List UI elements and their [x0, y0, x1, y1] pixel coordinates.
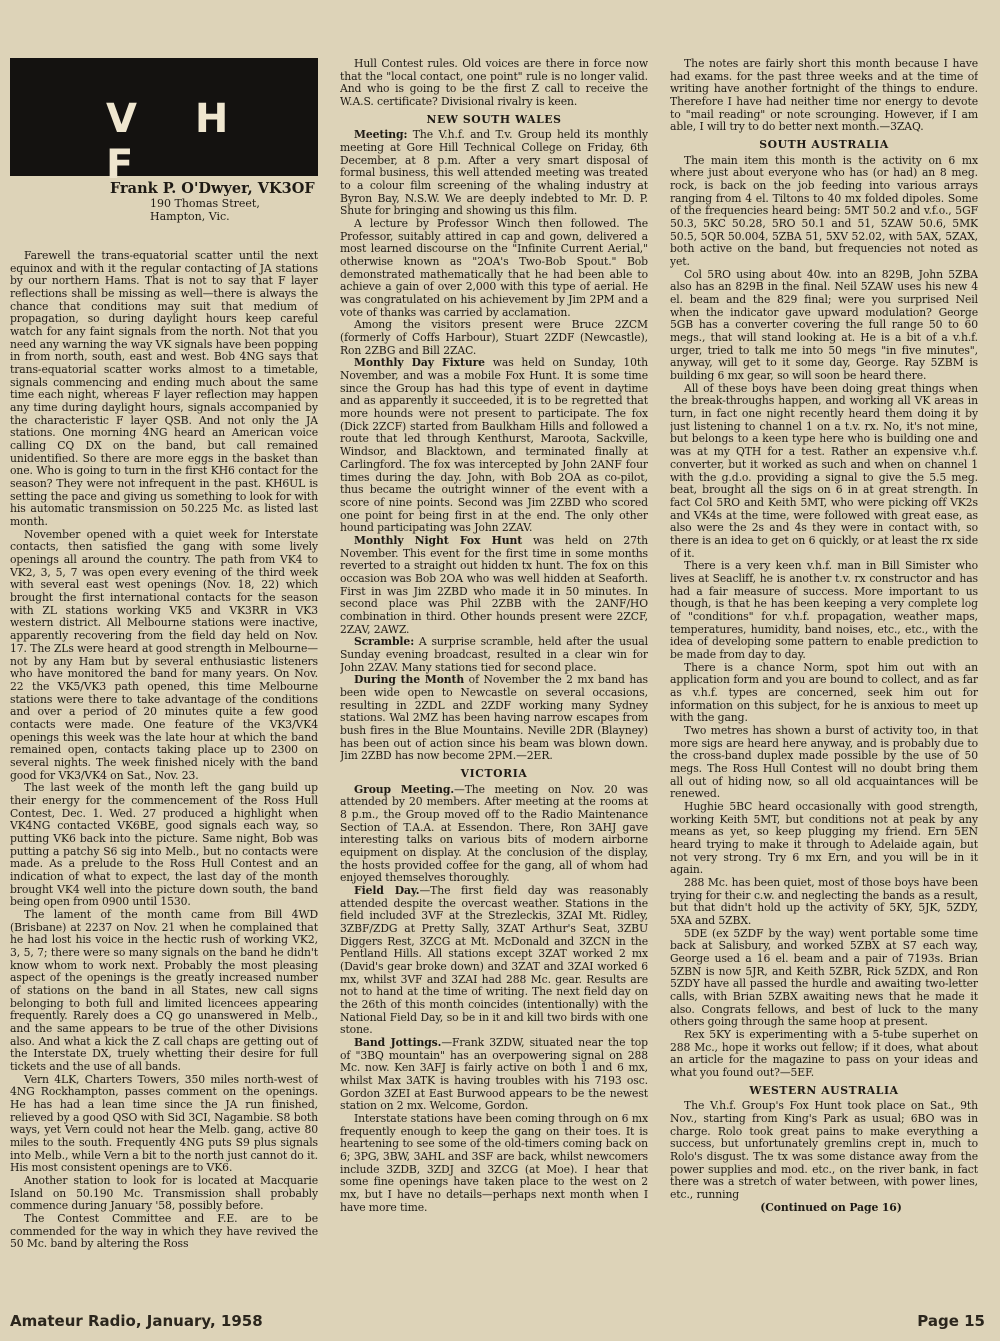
paragraph: Farewell the trans-equatorial scatter until the next equinox and with it the regular contacting of JA stations by our northern Hams. That is not to say that F layer reflections shall be missing as well—there is always the chance that conditions may suit that medium of propagation, so during daylight hours keep careful watch for any faint signals from the north. Not that you need any warning the way VK signals have been popping in from north, south, east and west. Bob 4NG says that trans-equatorial scatter works almost to a timetable, signals commencing and ending much about the same time each night, whereas F layer reflection may happen any time during daylight hours, signals accompanied by the characteristic F layer QSB. And not only the JA stations. One morning 4NG heard an American voice calling CQ DX on the band, but call remained unidentified. So there are more eggs in the basket than one. Who is going to turn in the first KH6 contact for the season? They were not infrequent in the past. KH6UL is setting the pace and giving us something to look for with his automatic transmission on 50.225 Mc. as listed last month. [10, 250, 318, 529]
paragraph: Vern 4LK, Charters Towers, 350 miles north-west of 4NG Rockhampton, passes comment on the openings. He has had a lean time since the JA run finished, relieved by a good QSO with Sid 3CI, Nagambie. S8 both ways, yet Vern could not hear the Melb. gang, active 80 miles to the south. Frequently 4NG puts S9 plus signals into Melb., while Vern a bit to the north just cannot do it. His most consistent openings are to VK6. [10, 1072, 318, 1175]
continued-note: (Continued on Page 16) [760, 1200, 902, 1214]
paragraph: The main item this month is the activity on 6 mx where just about everyone who has (or had) an 8 meg. rock, is back on the job feeding into various arrays ranging from 4 el. Tiltons to 40 mx folded dipoles. Some of the frequencies heard being: 5MT 50.2 and v.f.o., 5GF 50.3, 5KC 50.28, 5RO 50.1 and 51, 5ZAW 50.6, 5MK 50.5, 5QR 50.004, 5ZBA 51, 5XV 52.02, with 5AX, 5ZAX, both active on the band, but frequencies not noted as yet. [670, 153, 978, 269]
paragraph: Hughie 5BC heard occasionally with good strength, working Keith 5MT, but conditions not at peak by any means as yet, so keep plugging my friend. Ern 5EN heard trying to make it through to Adelaide again, but not very strong. Try 6 mx Ern, and you will be in it again. [670, 799, 978, 877]
paragraph: There is a chance Norm, spot him out with an application form and you are bound to collect, and as far as v.h.f. types are concerned, seek him out for information on this subject, for he is anxious to meet up with the gang. [670, 660, 978, 725]
paragraph: Col 5RO using about 40w. into an 829B, John 5ZBA also has an 829B in the final. Neil 5ZAW uses his new 4 el. beam and the 829 final; were you surprised Neil when the indicator gave upward modulation? George 5GB has a converter covering the full range 50 to 60 megs., that will stand looking at. He is a bit of a v.h.f. urger, tried to talk me into 50 megs "in five minutes", anyway, will get to it some day, George. Ray 5ZBM is building 6 mx gear, so will soon be heard there. [670, 267, 978, 383]
run-in-heading: Scramble: [354, 635, 415, 649]
paragraph-text: of November the 2 mx band has been wide open to Newcastle on several occasions, resulting in 2ZDL and 2ZDF working many Sydney stations. Wal 2MZ has been having narrow escapes from bush fires in the Blue Mountains. Neville 2DR (Blayney) has been out of action since his beam was blown down. Jim 2ZBD has now become 2PM.—2ER. [340, 673, 648, 763]
paragraph [340, 535, 648, 636]
paragraph: Rex 5KY is experimenting with a 5-tube superhet on 288 Mc., hope it works out fellow; if it does, what about an article for the magazine to pass on your ideas and what you found out?—5EF. [670, 1028, 978, 1080]
column-2 [340, 58, 648, 1270]
paragraph: The V.h.f. Group's Fox Hunt took place on Sat., 9th Nov., starting from King's Park as usual; 6BO was in charge. Rolo took great pains to make everything a success, but unfortunately gremlins crept in, much to Rolo's disgust. The tx was some distance away from the power supplies and mod. etc., on the river bank, in fact there was a stretch of water between, with power lines, etc., running [670, 1099, 978, 1202]
run-in-heading: Field Day. [354, 884, 420, 897]
author-name: Frank P. O'Dwyer, VK3OF [110, 180, 315, 197]
run-in-heading: Band Jottings. [354, 1036, 442, 1050]
vhf-header-box [10, 58, 318, 188]
paragraph [340, 357, 648, 534]
paragraph: There is a very keen v.h.f. man in Bill Simister who lives at Seacliff, he is another t.v. rx constructor and has had a fair measure of success. More important to us though, is that he has been keeping a very complete log of "conditions" for v.h.f. propagation, weather maps, temperatures, humidity, band noises, etc., etc., with the idea of developing some pattern to enable prediction to be made from day to day. [670, 559, 978, 661]
section-heading-sa: SOUTH AUSTRALIA [759, 138, 889, 152]
byline [10, 180, 318, 223]
paragraph: The last week of the month left the gang build up their energy for the commencement of the Ross Hull Contest, Dec. 1. Wed. 27 produced a highlight when VK4NG contacted VK6BE, good signals each way, so putting VK6 back into the picture. Same night, Bob was putting a patchy S6 sig into Melb., but no contacts were made. As a prelude to the Ross Hull Contest and an indication of what to expect, the last day of the month brought VK4 well into the picture down south, the band being open from 0900 until 1530. [10, 781, 318, 909]
paragraph-text: The V.h.f. and T.v. Group held its monthly meeting at Gore Hill Technical College on Friday, 6th December, at 8 p.m. After a very smart disposal of formal business, this well attended meeting was treated to a colour film screening of the whaling industry at Byron Bay, N.S.W. We are deeply indebted to Mr. D. P. Shute for bringing and showing us this film. [340, 128, 648, 218]
paragraph: The Contest Committee and F.E. are to be commended for the way in which they have revived the 50 Mc. band by altering the Ross [10, 1212, 318, 1251]
paragraph [340, 885, 648, 1037]
footer-publication: Amateur Radio, January, 1958 [10, 1312, 263, 1330]
paragraph: The lament of the month came from Bill 4WD (Brisbane) at 2237 on Nov. 21 when he complained that he had lost his voice in the hectic rush of working VK2, 3, 5, 7; there were so many signals on the band he didn't know whom to work next. Probably the most pleasing aspect of the openings is the greatly increased number of stations on the band in all States, new call signs belonging to both full and limited licencees appearing frequently. Rarely does a CQ go unanswered in Melb., and the same appears to be true of the other Divisions also. And what a kick the Z call chaps are getting out of the Interstate DX, truely whetting their desire for full tickets and the use of all bands. [10, 907, 318, 1073]
run-in-heading: During the Month [354, 673, 465, 687]
paragraph-text: was held on Sunday, 10th November, and was a mobile Fox Hunt. It is some time since the Group has had this type of event in daytime and as apparently it succeeded, it is to be regretted that more hounds were not present to participate. The fox (Dick 2ZCF) started from Baulkham Hills and followed a route that led through Kenthurst, Maroota, Sackville, Windsor, and Blacktown, and terminated finally at Carlingford. The fox was intercepted by John 2ANF four times during the day. John, with Bob 2OA as co-pilot, thus became the outright winner of the event with a score of nine points. Second was Jim 2ZBD who scored one point for being first in at the end. The only other hound participating was John 2ZAV. [340, 356, 648, 535]
author-address-line1: 190 Thomas Street, [150, 197, 260, 210]
section-heading-nsw: NEW SOUTH WALES [426, 112, 562, 126]
paragraph-text: —Frank 3ZDW, situated near the top of "3BQ mountain" has an overpowering signal on 288 Mc. now. Ken 3AFJ is fairly active on both 1 and 6 mx, whilst Max 3ATK is having troubles with his 7193 osc. Gordon 3ZEI at East Burwood appears to be the newest station on 2 mx. Welcome, Gordon. [340, 1036, 648, 1113]
paragraph: The notes are fairly short this month because I have had exams. for the past three weeks and at the time of writing have another fortnight of the things to endure. Therefore I have had neither time nor energy to devote to "mail reading" or note scrounging. However, if I am able, I will try to do better next month.—3ZAQ. [670, 58, 978, 134]
paragraph: Among the visitors present were Bruce 2ZCM (formerly of Coffs Harbour), Stuart 2ZDF (Newcastle), Ron 2ZBG and Bill 2ZAC. [340, 318, 648, 357]
paragraph [340, 674, 648, 763]
paragraph [340, 1037, 648, 1113]
paragraph: 5DE (ex 5ZDF by the way) went portable some time back at Salisbury, and worked 5ZBX at S7 each way, George used a 16 el. beam and a pair of 7193s. Brian 5ZBN is now 5JR, and Keith 5ZBR, Rick 5ZDX, and Ron 5ZDY have all passed the hurdle and awaiting two-letter calls, with Brian 5ZBX awaiting news that he made it also. Congrats fellows, and best of luck to the many others going through the same hoop at present. [670, 926, 978, 1029]
column-1 [10, 250, 318, 1270]
section-heading-vic: VICTORIA [460, 766, 528, 780]
paragraph-text: —The first field day was reasonably attended despite the overcast weather. Stations in the field included 3VF at the Strezleckis, 3ZAI Mt. Ridley, 3ZBF/ZDG at Pretty Sally, 3ZAT Arthur's Seat, 3ZBU Diggers Rest, 3ZCG at Mt. McDonald and 3ZCN in the Pentland Hills. All stations except 3ZAT worked 2 mx (David's gear broke down) and 3ZAT and 3ZAI worked 6 mx, whilst 3VF and 3ZAI had 288 Mc. gear. Results are not to hand at the time of writing. The next field day on the 26th of this month coincides (intentionally) with the National Field Day, so be in it and kill two birds with one stone. [340, 884, 648, 1037]
section-heading-wa: WESTERN AUSTRALIA [749, 1083, 899, 1097]
paragraph-text: A surprise scramble, held after the usual Sunday evening broadcast, resulted in a clear win for John 2ZAV. Many stations tied for second place. [340, 635, 648, 674]
column-3 [670, 58, 978, 1270]
paragraph: All of these boys have been doing great things when the break-throughs happen, and working all VK areas in turn, in fact one night recently heard them doing it by just listening to channel 1 on a t.v. rx. No, it's not mine, but belongs to a keen type here who is building one and was at my QTH for a test. Rather an expensive v.h.f. converter, but it worked as such and when on channel 1 with the g.d.o. providing a signal to give the 5.5 meg. beat, brought all the sigs on 6 in at great strength. In fact Col 5RO and Keith 5MT, who were picking off VK2s and VK4s at the time, were followed with great ease, as also were the 2s and 4s they were in contact with, so there is an idea to get on 6 quickly, or at least the rx side of it. [670, 381, 978, 560]
footer-page-number: Page 15 [917, 1312, 985, 1330]
paragraph-text: —The meeting on Nov. 20 was attended by 20 members. After meeting at the rooms at 8 p.m., the Group moved off to the Radio Maintenance Section of T.A.A. at Essendon. There, Ron 3AHJ gave interesting talks on various bits of modern airborne equipment on display. At the conclusion of the display, the hosts provided coffee for the gang, all of whom had enjoyed themselves thoroughly. [340, 782, 648, 885]
run-in-heading: Monthly Night Fox Hunt [354, 533, 523, 547]
paragraph: 288 Mc. has been quiet, most of those boys have been trying for their c.w. and neglecting the bands as a result, but that didn't hold up the activity of 5KY, 5JK, 5ZDY, 5XA and 5ZBX. [670, 876, 978, 928]
paragraph: Interstate stations have been coming through on 6 mx frequently enough to keep the gang on their toes. It is heartening to see some of the old-timers coming back on 6; 3PG, 3BW, 3AHL and 3SF are back, whilst newcomers include 3ZDB, 3ZDJ and 3ZCG (at Moe). I hear that some fine openings have taken place to the west on 2 mx, but I have no details—perhaps next month when I have more time. [340, 1112, 648, 1214]
paragraph: Another station to look for is located at Macquarie Island on 50.190 Mc. Transmission shall probably commence during January '58, possibly before. [10, 1174, 318, 1213]
paragraph: November opened with a quiet week for Interstate contacts, then satisfied the gang with some lively openings all around the country. The path from VK4 to VK2, 3, 5, 7 was open every evening of the third week with several east west openings (Nov. 18, 22) which brought the first international contacts for the season with ZL stations working VK5 and VK3RR in VK3 western district. All Melbourne stations were inactive, apparently recovering from the field day held on Nov. 17. The ZLs were heard at good strength in Melbourne—not by any Ham but by several enthusiastic listeners who have monitored the band for many years. On Nov. 22 the VK5/VK3 path opened, this time Melbourne stations were there to take advantage of the conditions and over a period of 20 minutes quite a few good contacts were made. One feature of the VK3/VK4 openings this week was the late hour at which the band remained open, contacts taking place up to 2300 on several nights. The week finished nicely with the band good for VK3/VK4 on Sat., Nov. 23. [10, 527, 318, 782]
run-in-heading: Meeting: [354, 128, 408, 142]
paragraph: A lecture by Professor Winch then followed. The Professor, suitably attired in cap and gown, delivered a most learned discourse on the "Infinite Current Aerial," otherwise known as "2OA's Two-Bob Spout." Bob demonstrated mathematically that he had been able to achieve a gain of over 2,000 with this type of aerial. He was congratulated on his achievement by Jim 2PM and a vote of thanks was carried by acclamation. [340, 217, 648, 319]
paragraph-text: was held on 27th November. This event for the first time in some months reverted to a straight out hidden tx hunt. The fox on this occasion was Bob 2OA who was well hidden at Seaforth. First in was Jim 2ZBD who made it in 50 minutes. In second place was Phil 2ZBB with the 2ANF/HO combination in third. Other hounds present were 2ZCF, 2ZAV, 2AWZ. [340, 533, 648, 636]
paragraph: Two metres has shown a burst of activity too, in that more sigs are heard here anyway, and is probably due to the cross-band duplex made possible by the use of 50 megs. The Ross Hull Contest will no doubt bring them all out of hiding now, so all old acquaintances will be renewed. [670, 723, 978, 801]
run-in-heading: Monthly Day Fixture [354, 356, 485, 370]
paragraph [340, 784, 648, 885]
paragraph [340, 636, 648, 674]
run-in-heading: Group Meeting. [354, 782, 454, 796]
column-title: V H F [106, 96, 251, 188]
paragraph: Hull Contest rules. Old voices are there in force now that the "local contact, one point" rule is no longer valid. And who is going to be the first Z call to receive the W.A.S. certificate? Divisional rivalry is keen. [340, 58, 648, 109]
author-address-line2: Hampton, Vic. [150, 210, 230, 224]
paragraph [340, 129, 648, 218]
